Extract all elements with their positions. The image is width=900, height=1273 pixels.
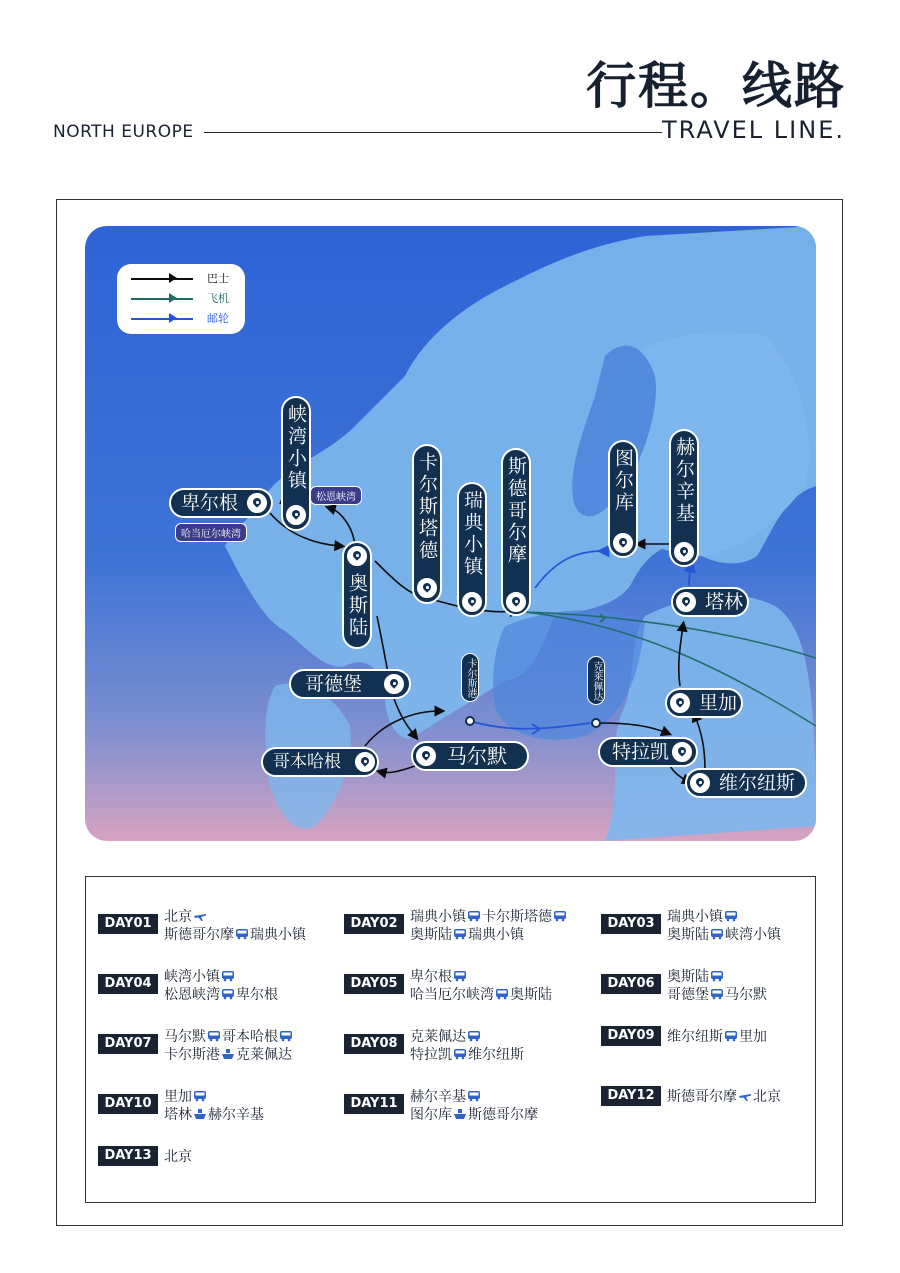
day-route-line	[164, 906, 208, 926]
location-pin-icon	[247, 493, 267, 513]
travel-line-subtitle: TRAVEL LINE.	[661, 116, 845, 144]
bus-icon	[710, 988, 724, 1000]
route-map	[85, 226, 816, 841]
day-route-line	[164, 966, 236, 986]
page-title: 行程。线路	[586, 57, 846, 115]
route-stop: 塔林	[164, 1107, 192, 1123]
city-pill-vilnius[interactable]: 维尔纽斯	[685, 768, 807, 798]
day-route-line	[164, 1146, 192, 1166]
tag-sognefjord: 松恩峡湾	[310, 486, 362, 505]
day-route-line	[410, 1026, 482, 1046]
ship-icon	[221, 1048, 235, 1060]
route-stop: 特拉凯	[410, 1047, 452, 1063]
legend-bus: 巴士	[131, 270, 243, 286]
port-dot	[465, 716, 475, 726]
city-pill-gothenburg[interactable]: 哥德堡	[289, 669, 411, 699]
location-pin-icon	[674, 542, 694, 562]
route-stop: 奥斯陆	[410, 927, 452, 943]
route-stop: 维尔纽斯	[468, 1047, 524, 1063]
port-karlshamn[interactable]: 卡尔斯港	[461, 653, 479, 702]
bus-icon	[279, 1030, 293, 1042]
route-stop: 瑞典小镇	[468, 927, 524, 943]
tag-hardangerfjord: 哈当厄尔峡湾	[175, 523, 247, 542]
day-badge: DAY11	[344, 1094, 404, 1114]
route-stop: 图尔库	[410, 1107, 452, 1123]
day-route-line	[164, 1044, 292, 1064]
subtitle-divider	[204, 132, 662, 133]
bus-icon	[710, 970, 724, 982]
location-pin-icon	[417, 578, 437, 598]
day-route-line	[667, 924, 781, 944]
route-stop: 维尔纽斯	[667, 1029, 723, 1045]
route-stop: 里加	[164, 1089, 192, 1105]
city-pill-oslo[interactable]: 奥斯陆	[342, 541, 372, 649]
city-pill-malmo[interactable]: 马尔默	[411, 741, 529, 771]
day-route-line	[410, 906, 568, 926]
route-stop: 北京	[753, 1089, 781, 1105]
location-pin-icon	[506, 592, 526, 612]
bus-icon	[221, 970, 235, 982]
day-badge: DAY06	[601, 974, 661, 994]
route-stop: 斯德哥尔摩	[667, 1089, 737, 1105]
day-badge: DAY01	[98, 914, 158, 934]
route-stop: 奥斯陆	[510, 987, 552, 1003]
map-legend	[117, 264, 245, 334]
day-route-line	[164, 924, 306, 944]
route-stop: 卑尔根	[410, 969, 452, 985]
day-badge: DAY13	[98, 1146, 158, 1166]
route-stop: 奥斯陆	[667, 969, 709, 985]
day-badge: DAY12	[601, 1086, 661, 1106]
bus-icon	[495, 988, 509, 1000]
route-stop: 克莱佩达	[236, 1047, 292, 1063]
route-stop: 卑尔根	[236, 987, 278, 1003]
city-pill-bergen[interactable]: 卑尔根	[169, 488, 273, 518]
day-route-line	[164, 1086, 208, 1106]
port-klaipeda[interactable]: 克莱佩达	[587, 656, 605, 705]
route-stop: 哈当厄尔峡湾	[410, 987, 494, 1003]
ship-icon	[193, 1108, 207, 1120]
location-pin-icon	[347, 546, 367, 566]
day-route-line	[410, 1104, 538, 1124]
route-stop: 卡尔斯港	[164, 1047, 220, 1063]
city-pill-helsinki[interactable]: 赫尔辛基	[669, 429, 699, 567]
route-stop: 斯德哥尔摩	[468, 1107, 538, 1123]
location-pin-icon	[384, 674, 404, 694]
route-stop: 瑞典小镇	[250, 927, 306, 943]
route-stop: 赫尔辛基	[208, 1107, 264, 1123]
bus-icon	[724, 1030, 738, 1042]
day-route-line	[667, 1026, 767, 1046]
legend-ship: 邮轮	[131, 310, 243, 326]
city-pill-copenhagen[interactable]: 哥本哈根	[261, 747, 379, 777]
bus-icon	[453, 1048, 467, 1060]
location-pin-icon	[286, 505, 306, 525]
location-pin-icon	[676, 592, 696, 612]
itinerary-box	[85, 876, 816, 1203]
bus-icon	[467, 1090, 481, 1102]
day-route-line	[667, 966, 725, 986]
city-pill-fjord-town[interactable]: 峡湾小镇	[281, 396, 311, 531]
location-pin-icon	[355, 752, 375, 772]
route-stop: 赫尔辛基	[410, 1089, 466, 1105]
bus-icon	[453, 970, 467, 982]
day-route-line	[410, 1044, 524, 1064]
route-stop: 克莱佩达	[410, 1029, 466, 1045]
location-pin-icon	[462, 592, 482, 612]
location-pin-icon	[690, 773, 710, 793]
location-pin-icon	[613, 533, 633, 553]
day-badge: DAY08	[344, 1034, 404, 1054]
bus-icon	[467, 910, 481, 922]
bus-icon	[193, 1090, 207, 1102]
route-stop: 斯德哥尔摩	[164, 927, 234, 943]
route-stop: 奥斯陆	[667, 927, 709, 943]
day-route-line	[164, 1026, 294, 1046]
day-route-line	[410, 984, 552, 1004]
route-stop: 北京	[164, 909, 192, 925]
route-stop: 卡尔斯塔德	[482, 909, 552, 925]
bus-icon	[221, 988, 235, 1000]
bus-icon	[467, 1030, 481, 1042]
plane-icon	[193, 910, 207, 922]
day-route-line	[667, 984, 767, 1004]
route-stop: 哥德堡	[667, 987, 709, 1003]
day-route-line	[410, 966, 468, 986]
route-stop: 北京	[164, 1149, 192, 1165]
day-badge: DAY10	[98, 1094, 158, 1114]
ship-icon	[453, 1108, 467, 1120]
route-stop: 马尔默	[164, 1029, 206, 1045]
route-stop: 松恩峡湾	[164, 987, 220, 1003]
route-stop: 里加	[739, 1029, 767, 1045]
bus-icon	[710, 928, 724, 940]
city-pill-sweden-town[interactable]: 瑞典小镇	[457, 482, 487, 617]
route-stop: 哥本哈根	[222, 1029, 278, 1045]
day-route-line	[667, 906, 739, 926]
legend-plane: 飞机	[131, 290, 243, 306]
day-route-line	[164, 1104, 264, 1124]
city-pill-riga[interactable]: 里加	[665, 688, 743, 718]
route-stop: 峡湾小镇	[725, 927, 781, 943]
location-pin-icon	[670, 693, 690, 713]
city-pill-stockholm[interactable]: 斯德哥尔摩	[501, 448, 531, 616]
day-route-line	[667, 1086, 781, 1106]
bus-icon	[553, 910, 567, 922]
day-badge: DAY09	[601, 1026, 661, 1046]
city-pill-trakai[interactable]: 特拉凯	[598, 737, 698, 767]
day-route-line	[410, 924, 524, 944]
city-pill-turku[interactable]: 图尔库	[608, 440, 638, 558]
route-stop: 马尔默	[725, 987, 767, 1003]
bus-icon	[235, 928, 249, 940]
region-subtitle: NORTH EUROPE	[53, 122, 194, 142]
location-pin-icon	[416, 746, 436, 766]
route-stop: 峡湾小镇	[164, 969, 220, 985]
plane-icon	[738, 1090, 752, 1102]
day-badge: DAY07	[98, 1034, 158, 1054]
day-badge: DAY02	[344, 914, 404, 934]
route-stop: 瑞典小镇	[410, 909, 466, 925]
city-pill-tallinn[interactable]: 塔林	[671, 587, 749, 617]
route-stop: 瑞典小镇	[667, 909, 723, 925]
city-pill-karlstad[interactable]: 卡尔斯塔德	[412, 444, 442, 604]
bus-icon	[207, 1030, 221, 1042]
bus-icon	[453, 928, 467, 940]
location-pin-icon	[672, 742, 692, 762]
bus-icon	[724, 910, 738, 922]
day-badge: DAY04	[98, 974, 158, 994]
day-badge: DAY03	[601, 914, 661, 934]
day-badge: DAY05	[344, 974, 404, 994]
port-dot	[591, 718, 601, 728]
day-route-line	[410, 1086, 482, 1106]
day-route-line	[164, 984, 278, 1004]
